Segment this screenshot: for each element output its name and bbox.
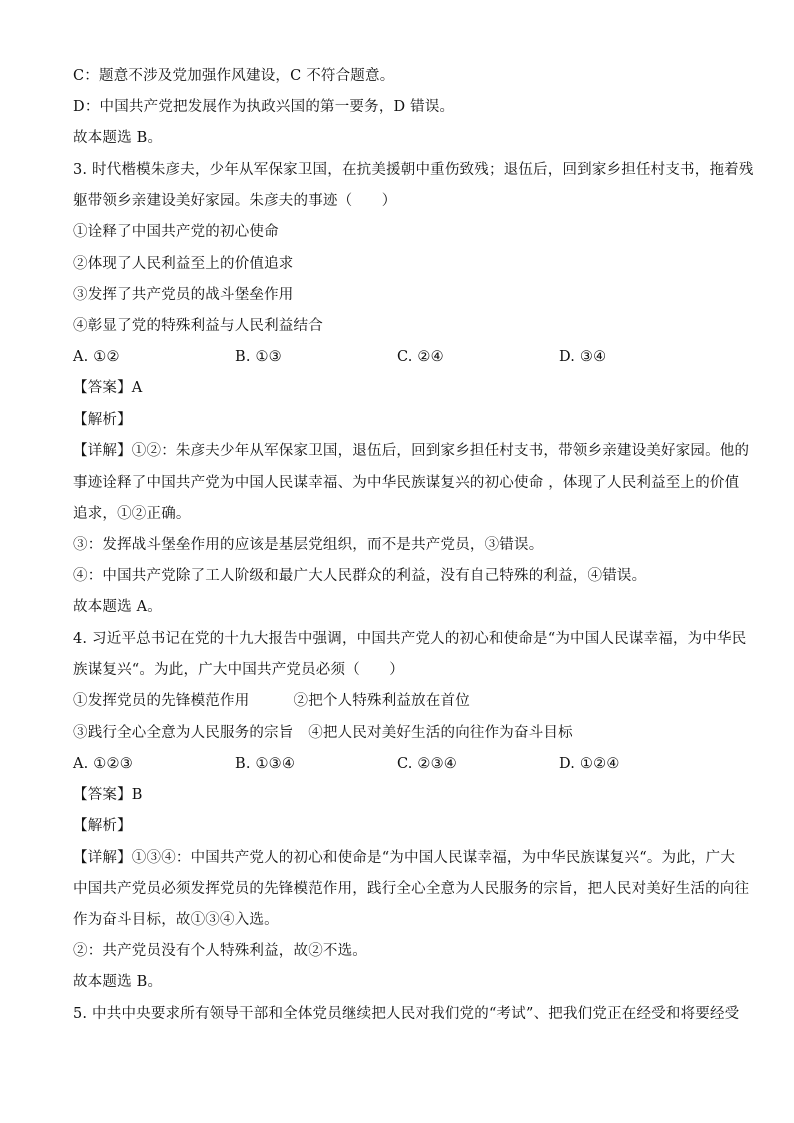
- statement-item: ④彰显了党的特殊利益与人民利益结合: [73, 318, 323, 334]
- statement-items: ③践行全心全意为人民服务的宗旨 ④把人民对美好生活的向往作为奋斗目标: [73, 725, 573, 741]
- explanation-line: 【详解】①③④：中国共产党人的初心和使命是“为中国人民谋幸福，为中华民族谋复兴“。为此，广大: [73, 850, 736, 866]
- explanation-line: 【详解】①②：朱彦夫少年从军保家卫国，退伍后，回到家乡担任村支书，带领乡亲建设美好家园。他的: [73, 443, 750, 459]
- explanation-line: 故本题选 B。: [73, 974, 163, 990]
- option-a: A. ①②: [73, 349, 120, 365]
- question-4-stem: 4. 习近平总书记在党的十九大报告中强调，中国共产党人的初心和使命是“为中国人民谋幸福，为中华民: [73, 631, 747, 647]
- explanation-line: 事迹诠释了中国共产党为中国人民谋幸福、为中华民族谋复兴的初心使命 ，体现了人民利益至上的价值: [73, 475, 740, 491]
- option-b: B. ①③④: [235, 756, 296, 772]
- question-3-stem: 3. 时代楷模朱彦夫，少年从军保家卫国，在抗美援朝中重伤致残；退伍后，回到家乡担任村支书，拖着残: [73, 162, 754, 178]
- option-c: C. ②③④: [397, 756, 457, 772]
- question-5-stem: 5. 中共中央要求所有领导干部和全体党员继续把人民对我们党的“考试”、把我们党正在经受和将要经受: [73, 1006, 740, 1022]
- explanation-line: 故本题选 A。: [73, 599, 162, 615]
- explanation-line: 作为奋斗目标，故①③④入选。: [73, 912, 279, 928]
- analysis-label: 【解析】: [73, 818, 132, 834]
- statement-item: ③发挥了共产党员的战斗堡垒作用: [73, 287, 294, 303]
- explanation-line: 追求，①②正确。: [73, 506, 191, 522]
- option-d: D. ③④: [559, 349, 607, 365]
- option-c: C. ②④: [397, 349, 444, 365]
- question-4-options: [73, 753, 723, 775]
- text-line: C：题意不涉及党加强作风建设，C 不符合题意。: [73, 68, 395, 84]
- explanation-line: ④：中国共产党除了工人阶级和最广大人民群众的利益，没有自己特殊的利益，④错误。: [73, 568, 647, 584]
- question-3-options: [73, 346, 723, 368]
- text-line: 故本题选 B。: [73, 130, 163, 146]
- text-line: D：中国共产党把发展作为执政兴国的第一要务，D 错误。: [73, 99, 455, 115]
- answer-label: 【答案】B: [73, 787, 143, 803]
- explanation-line: ③：发挥战斗堡垒作用的应该是基层党组织，而不是共产党员，③错误。: [73, 537, 544, 553]
- statement-item: ①诠释了中国共产党的初心使命: [73, 224, 279, 240]
- answer-label: 【答案】A: [73, 380, 143, 396]
- option-b: B. ①③: [235, 349, 282, 365]
- question-4-stem: 族谋复兴“。为此，广大中国共产党员必须（ ）: [73, 662, 405, 678]
- analysis-label: 【解析】: [73, 412, 132, 428]
- question-3-stem: 躯带领乡亲建设美好家园。朱彦夫的事迹（ ）: [73, 193, 397, 209]
- option-a: A. ①②③: [73, 756, 133, 772]
- explanation-line: 中国共产党员必须发挥党员的先锋模范作用，践行全心全意为人民服务的宗旨，把人民对美好生活的向往: [73, 881, 750, 897]
- statement-items: ①发挥党员的先锋模范作用 ②把个人特殊利益放在首位: [73, 693, 470, 709]
- option-d: D. ①②④: [559, 756, 620, 772]
- explanation-line: ②：共产党员没有个人特殊利益，故②不选。: [73, 943, 367, 959]
- statement-item: ②体现了人民利益至上的价值追求: [73, 256, 294, 272]
